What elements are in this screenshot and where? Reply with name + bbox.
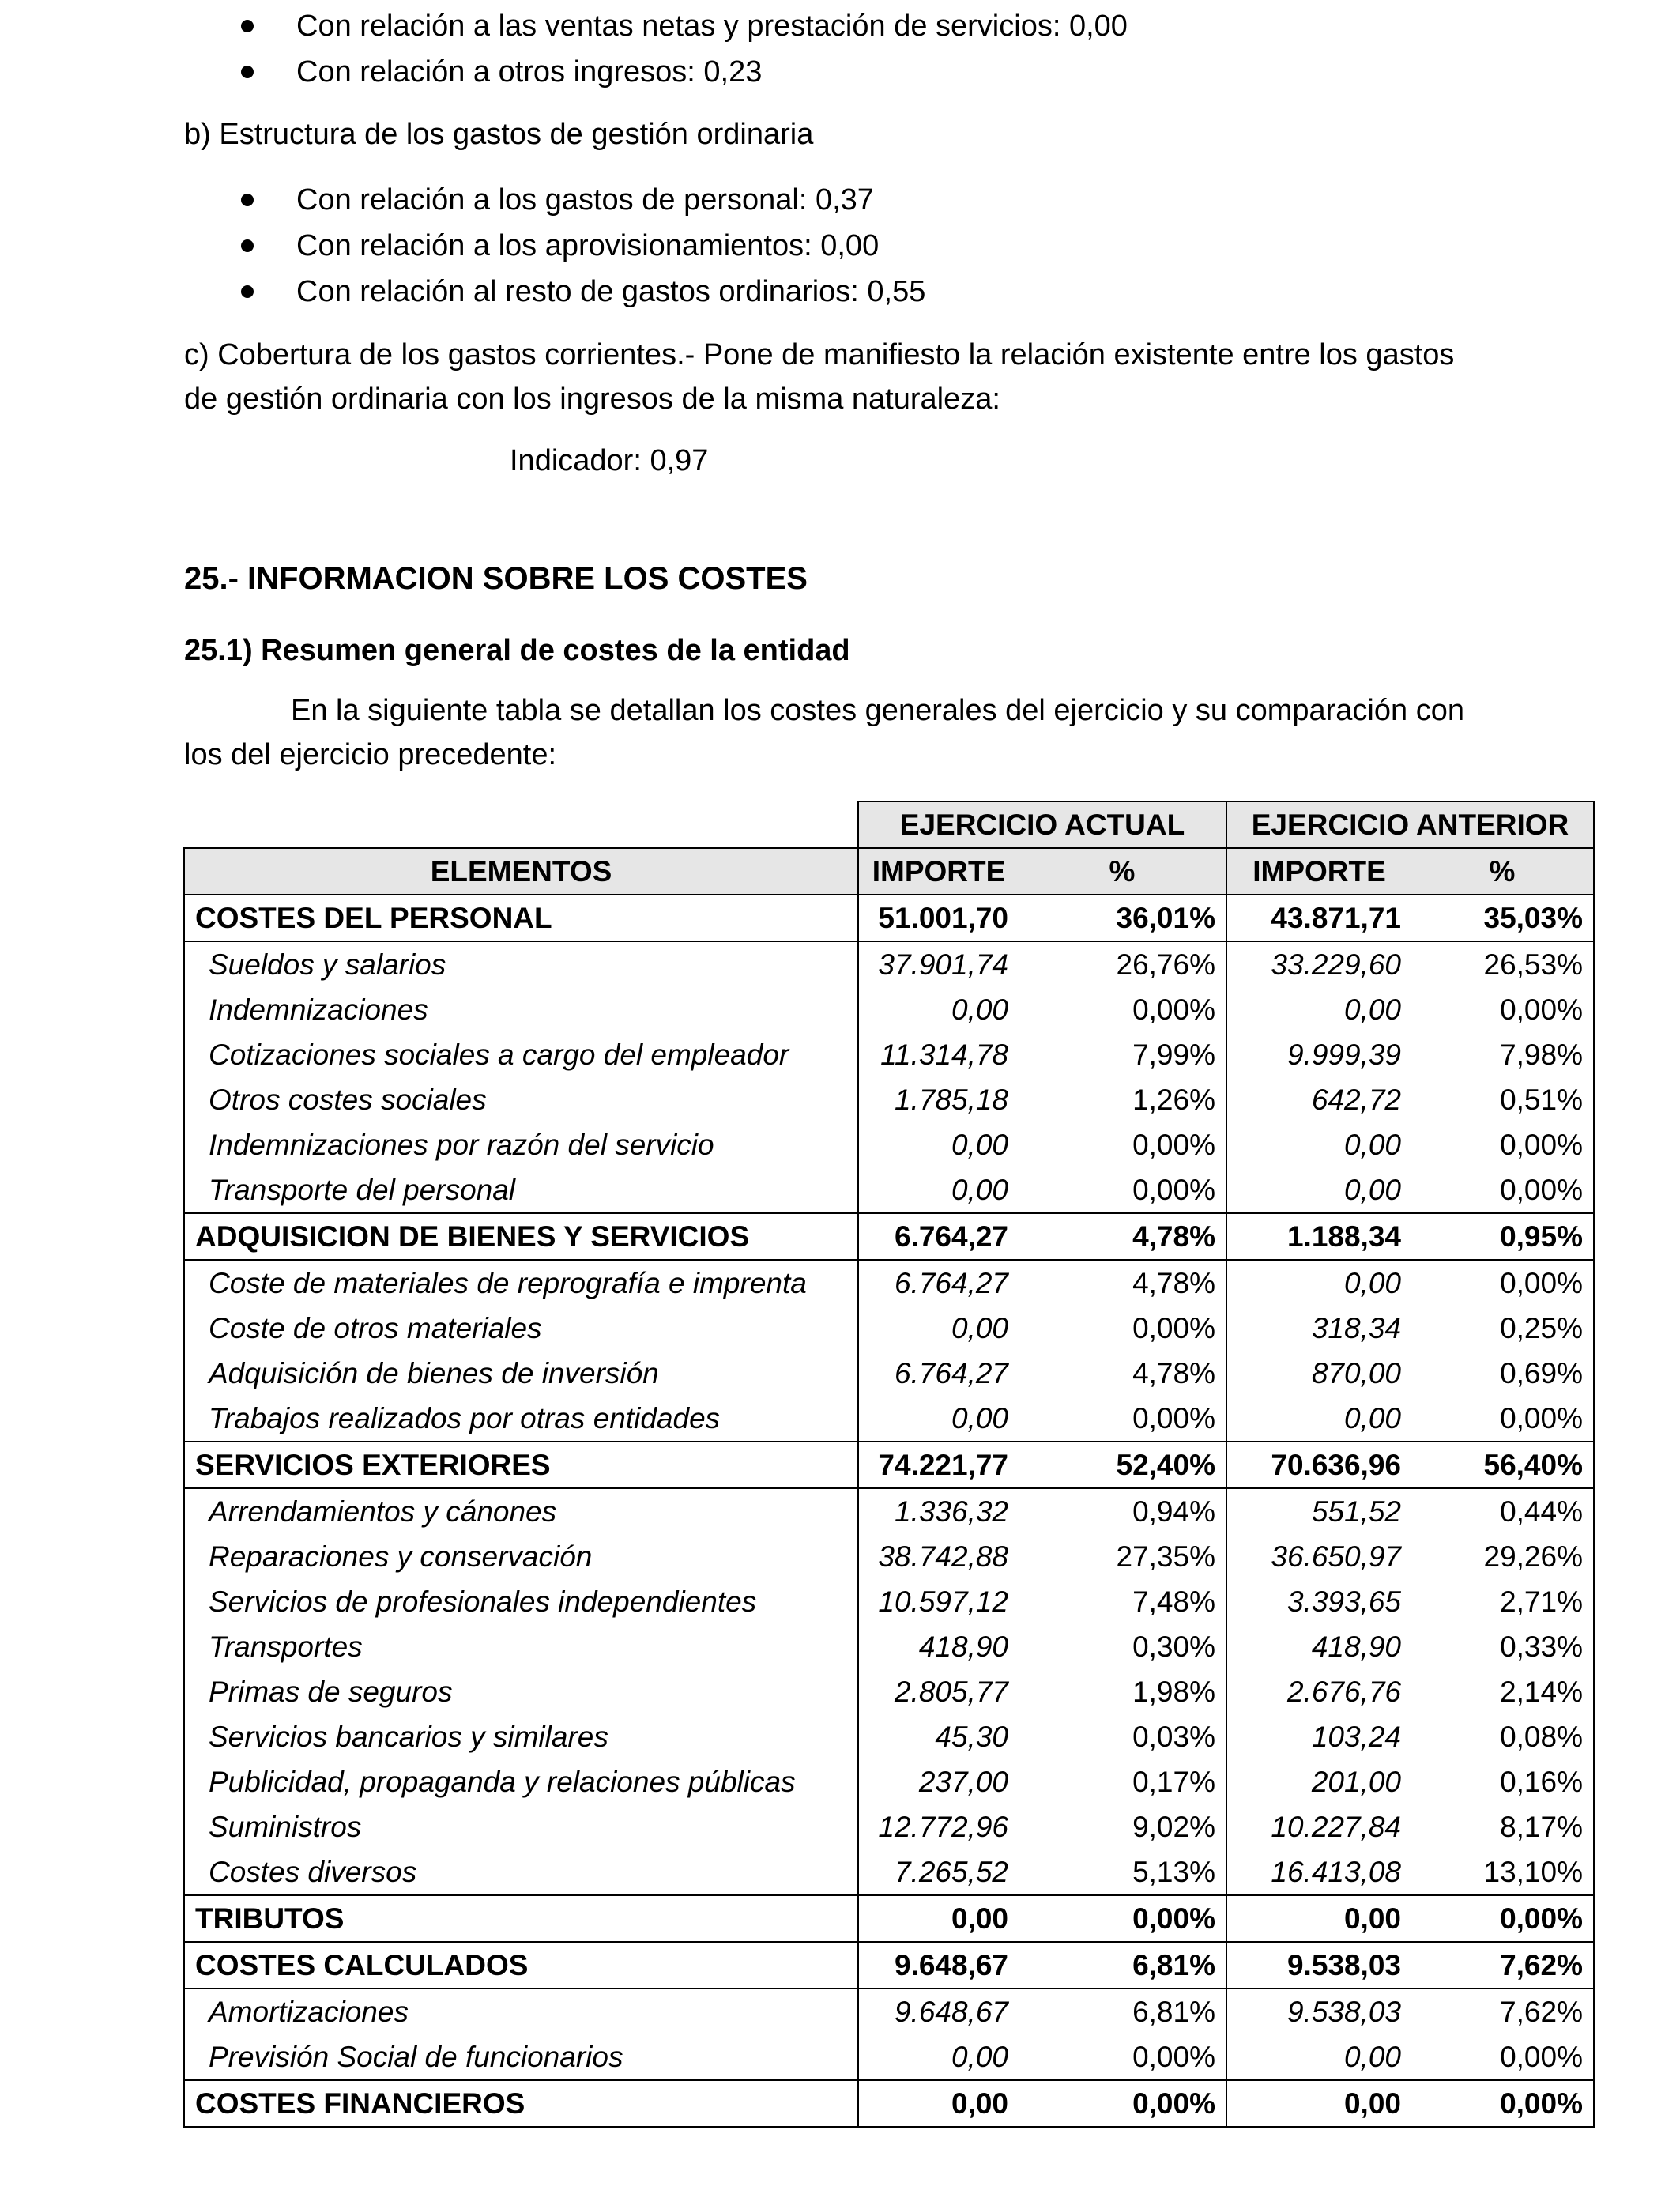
bullet-ventas-netas: Con relación a las ventas netas y prestación de servicios: 0,00 [237,3,1128,49]
importe-anterior-cell: 33.229,60 [1271,948,1401,981]
table-header-row-1 [184,801,1594,848]
pct-anterior-cell: 0,16% [1411,1759,1594,1804]
table-row [184,1849,1594,1895]
table-row [184,1624,1594,1669]
importe-actual-cell: 0,00 [951,1129,1008,1161]
pct-actual-cell: 1,26% [1019,1077,1226,1122]
importe-anterior-cell: 2.676,76 [1286,1676,1401,1708]
importe-anterior-cell: 70.636,96 [1226,1442,1411,1488]
row-label: Adquisición de bienes de inversión [184,1351,858,1396]
table-row [184,1396,1594,1442]
table-row [184,1759,1594,1804]
pct-anterior-cell: 0,00% [1411,2034,1594,2080]
table-group-row [184,1213,1594,1260]
header-elementos: ELEMENTOS [184,848,858,895]
table-row [184,1579,1594,1624]
importe-actual-cell: 6.764,27 [894,1267,1008,1299]
header-pct-actual: % [1019,848,1226,895]
indicator-value: Indicador: 0,97 [510,444,709,477]
pct-anterior-cell: 0,44% [1411,1488,1594,1534]
pct-anterior-cell: 0,33% [1411,1624,1594,1669]
importe-anterior-cell: 0,00 [1343,993,1401,1026]
importe-actual-cell: 0,00 [951,1402,1008,1434]
importe-anterior-cell: 9.538,03 [1226,1942,1411,1989]
pct-anterior-cell: 0,00% [1411,987,1594,1032]
costs-table [183,801,1595,2128]
importe-anterior-cell: 1.188,34 [1226,1213,1411,1260]
importe-anterior-cell: 551,52 [1311,1495,1401,1528]
importe-actual-cell: 10.597,12 [878,1585,1008,1618]
table-row [184,1167,1594,1213]
importe-actual-cell: 7.265,52 [894,1856,1008,1888]
intro-text-line-1: En la siguiente tabla se detallan los costes generales del ejercicio y su comparación con [291,694,1464,727]
importe-actual-cell: 9.648,67 [858,1942,1019,1989]
importe-actual-cell: 37.901,74 [878,948,1008,981]
importe-anterior-cell: 0,00 [1226,2080,1411,2127]
table-group-row [184,895,1594,941]
pct-anterior-cell: 0,00% [1411,1895,1594,1942]
importe-actual-cell: 9.648,67 [894,1996,1008,2028]
pct-actual-cell: 4,78% [1019,1213,1226,1260]
pct-actual-cell: 0,00% [1019,2034,1226,2080]
row-label: COSTES DEL PERSONAL [184,895,858,941]
row-label: Previsión Social de funcionarios [184,2034,858,2080]
table-row [184,1669,1594,1714]
importe-actual-cell: 0,00 [951,1174,1008,1206]
importe-actual-cell: 0,00 [858,1895,1019,1942]
row-label: Suministros [184,1804,858,1849]
table-group-row [184,1942,1594,1989]
pct-anterior-cell: 7,62% [1411,1942,1594,1989]
pct-actual-cell: 7,99% [1019,1032,1226,1077]
section-c-line-2: de gestión ordinaria con los ingresos de la misma naturaleza: [184,383,1000,416]
importe-actual-cell: 6.764,27 [894,1357,1008,1389]
pct-actual-cell: 0,00% [1019,1895,1226,1942]
pct-actual-cell: 52,40% [1019,1442,1226,1488]
pct-actual-cell: 7,48% [1019,1579,1226,1624]
pct-actual-cell: 0,94% [1019,1488,1226,1534]
importe-actual-cell: 12.772,96 [878,1811,1008,1843]
pct-anterior-cell: 0,95% [1411,1213,1594,1260]
row-label: Servicios de profesionales independientes [184,1579,858,1624]
pct-anterior-cell: 0,00% [1411,1260,1594,1306]
bullet-aprovisionamientos: Con relación a los aprovisionamientos: 0,00 [237,223,925,269]
importe-anterior-cell: 43.871,71 [1226,895,1411,941]
table-row [184,1714,1594,1759]
importe-anterior-cell: 0,00 [1343,2041,1401,2073]
table-row [184,1077,1594,1122]
section-b-title: b) Estructura de los gastos de gestión ordinaria [184,118,814,151]
importe-anterior-cell: 418,90 [1311,1630,1401,1663]
section-heading: 25.- INFORMACION SOBRE LOS COSTES [184,561,808,596]
importe-anterior-cell: 318,34 [1311,1312,1401,1344]
pct-anterior-cell: 56,40% [1411,1442,1594,1488]
row-label: Sueldos y salarios [184,941,858,987]
intro-text-line-2: los del ejercicio precedente: [184,738,557,771]
table-row [184,1488,1594,1534]
section-c-line-1: c) Cobertura de los gastos corrientes.- Pone de manifiesto la relación existente entre los gastos [184,338,1455,371]
bullet-gastos-personal: Con relación a los gastos de personal: 0,37 [237,177,925,223]
pct-anterior-cell: 7,98% [1411,1032,1594,1077]
intro-bullet-list [237,3,1128,95]
importe-anterior-cell: 0,00 [1343,1267,1401,1299]
importe-actual-cell: 0,00 [951,2041,1008,2073]
costs-table-body [184,801,1594,2127]
pct-actual-cell: 0,03% [1019,1714,1226,1759]
table-group-row [184,1895,1594,1942]
row-label: Primas de seguros [184,1669,858,1714]
table-row [184,1351,1594,1396]
pct-anterior-cell: 2,14% [1411,1669,1594,1714]
table-row [184,941,1594,987]
header-importe-anterior: IMPORTE [1226,848,1411,895]
importe-actual-cell: 1.336,32 [894,1495,1008,1528]
bullet-otros-ingresos: Con relación a otros ingresos: 0,23 [237,49,1128,95]
section-b-bullet-list [237,177,925,315]
importe-actual-cell: 51.001,70 [858,895,1019,941]
importe-anterior-cell: 870,00 [1311,1357,1401,1389]
importe-actual-cell: 11.314,78 [880,1039,1008,1071]
bullet-resto-gastos: Con relación al resto de gastos ordinarios: 0,55 [237,269,925,315]
row-label: Publicidad, propaganda y relaciones públicas [184,1759,858,1804]
importe-anterior-cell: 16.413,08 [1271,1856,1401,1888]
importe-anterior-cell: 3.393,65 [1286,1585,1401,1618]
pct-anterior-cell: 29,26% [1411,1534,1594,1579]
row-label: Otros costes sociales [184,1077,858,1122]
header-ejercicio-anterior: EJERCICIO ANTERIOR [1226,801,1594,848]
pct-anterior-cell: 0,51% [1411,1077,1594,1122]
row-label: Costes diversos [184,1849,858,1895]
pct-anterior-cell: 0,00% [1411,1122,1594,1167]
row-label: COSTES FINANCIEROS [184,2080,858,2127]
pct-actual-cell: 4,78% [1019,1351,1226,1396]
table-row [184,1122,1594,1167]
importe-anterior-cell: 0,00 [1226,1895,1411,1942]
importe-anterior-cell: 0,00 [1343,1174,1401,1206]
importe-actual-cell: 237,00 [918,1766,1008,1798]
table-group-row [184,1442,1594,1488]
importe-anterior-cell: 103,24 [1311,1721,1401,1753]
row-label: TRIBUTOS [184,1895,858,1942]
importe-anterior-cell: 10.227,84 [1271,1811,1401,1843]
pct-anterior-cell: 0,25% [1411,1306,1594,1351]
pct-actual-cell: 0,00% [1019,2080,1226,2127]
row-label: Transportes [184,1624,858,1669]
row-label: Reparaciones y conservación [184,1534,858,1579]
importe-actual-cell: 0,00 [858,2080,1019,2127]
importe-actual-cell: 418,90 [918,1630,1008,1663]
row-label: Trabajos realizados por otras entidades [184,1396,858,1442]
table-row [184,987,1594,1032]
importe-anterior-cell: 0,00 [1343,1129,1401,1161]
pct-anterior-cell: 0,69% [1411,1351,1594,1396]
importe-actual-cell: 74.221,77 [858,1442,1019,1488]
table-row [184,1804,1594,1849]
row-label: Indemnizaciones por razón del servicio [184,1122,858,1167]
pct-anterior-cell: 0,00% [1411,2080,1594,2127]
pct-actual-cell: 0,00% [1019,1167,1226,1213]
header-pct-anterior: % [1411,848,1594,895]
table-row [184,1534,1594,1579]
pct-actual-cell: 0,00% [1019,1396,1226,1442]
table-group-row [184,2080,1594,2127]
importe-actual-cell: 0,00 [951,1312,1008,1344]
header-ejercicio-actual: EJERCICIO ACTUAL [858,801,1226,848]
pct-actual-cell: 26,76% [1019,941,1226,987]
pct-anterior-cell: 7,62% [1411,1989,1594,2034]
pct-anterior-cell: 0,00% [1411,1167,1594,1213]
importe-actual-cell: 6.764,27 [858,1213,1019,1260]
importe-anterior-cell: 201,00 [1311,1766,1401,1798]
importe-anterior-cell: 9.999,39 [1286,1039,1401,1071]
row-label: Coste de materiales de reprografía e imprenta [184,1260,858,1306]
row-label: SERVICIOS EXTERIORES [184,1442,858,1488]
pct-anterior-cell: 0,00% [1411,1396,1594,1442]
pct-anterior-cell: 35,03% [1411,895,1594,941]
importe-actual-cell: 2.805,77 [894,1676,1008,1708]
table-row [184,1306,1594,1351]
row-label: Transporte del personal [184,1167,858,1213]
pct-actual-cell: 0,00% [1019,1122,1226,1167]
pct-anterior-cell: 8,17% [1411,1804,1594,1849]
importe-actual-cell: 45,30 [935,1721,1008,1753]
table-row [184,1989,1594,2034]
importe-anterior-cell: 9.538,03 [1286,1996,1401,2028]
pct-anterior-cell: 13,10% [1411,1849,1594,1895]
row-label: Amortizaciones [184,1989,858,2034]
pct-actual-cell: 0,30% [1019,1624,1226,1669]
row-label: Coste de otros materiales [184,1306,858,1351]
pct-actual-cell: 5,13% [1019,1849,1226,1895]
header-importe-actual: IMPORTE [858,848,1019,895]
subsection-heading: 25.1) Resumen general de costes de la entidad [184,634,850,667]
row-label: Cotizaciones sociales a cargo del empleador [184,1032,858,1077]
pct-actual-cell: 1,98% [1019,1669,1226,1714]
importe-actual-cell: 38.742,88 [878,1540,1008,1573]
pct-actual-cell: 9,02% [1019,1804,1226,1849]
importe-anterior-cell: 36.650,97 [1271,1540,1401,1573]
pct-actual-cell: 0,00% [1019,1306,1226,1351]
row-label: Indemnizaciones [184,987,858,1032]
table-row [184,1260,1594,1306]
table-row [184,2034,1594,2080]
pct-anterior-cell: 0,08% [1411,1714,1594,1759]
pct-anterior-cell: 26,53% [1411,941,1594,987]
pct-anterior-cell: 2,71% [1411,1579,1594,1624]
importe-anterior-cell: 0,00 [1343,1402,1401,1434]
table-header-row-2 [184,848,1594,895]
pct-actual-cell: 4,78% [1019,1260,1226,1306]
importe-anterior-cell: 642,72 [1311,1084,1401,1116]
importe-actual-cell: 1.785,18 [894,1084,1008,1116]
pct-actual-cell: 36,01% [1019,895,1226,941]
row-label: Servicios bancarios y similares [184,1714,858,1759]
importe-actual-cell: 0,00 [951,993,1008,1026]
table-row [184,1032,1594,1077]
pct-actual-cell: 0,00% [1019,987,1226,1032]
row-label: COSTES CALCULADOS [184,1942,858,1989]
pct-actual-cell: 27,35% [1019,1534,1226,1579]
pct-actual-cell: 6,81% [1019,1989,1226,2034]
row-label: ADQUISICION DE BIENES Y SERVICIOS [184,1213,858,1260]
row-label: Arrendamientos y cánones [184,1488,858,1534]
pct-actual-cell: 6,81% [1019,1942,1226,1989]
pct-actual-cell: 0,17% [1019,1759,1226,1804]
